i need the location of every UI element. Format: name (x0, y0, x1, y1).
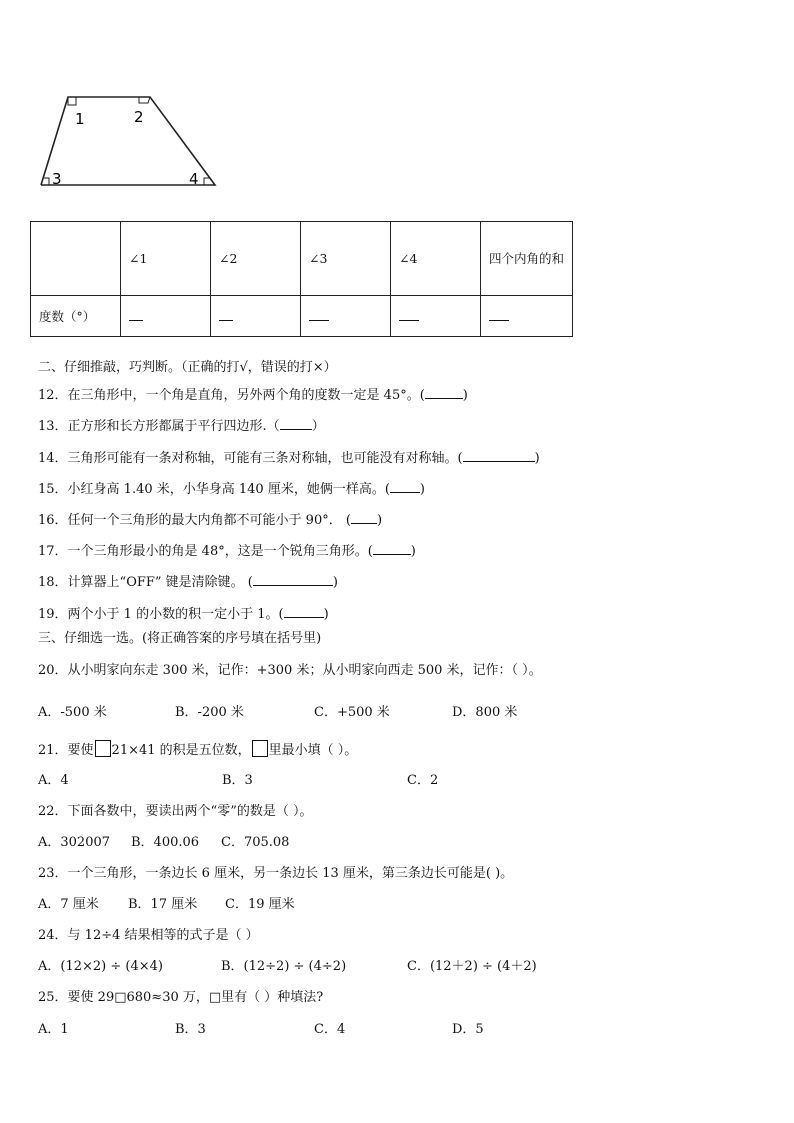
option-21-c[interactable]: C．2 (407, 773, 439, 788)
option-22-c[interactable]: C．705.08 (221, 835, 290, 850)
option-24-b[interactable]: B．(12÷2) ÷ (4÷2) (221, 959, 347, 974)
answer-blank-16[interactable] (351, 511, 377, 524)
question-18: 18．计算器上“OFF” 键是清除键。 ( ) (38, 575, 338, 590)
question-13: 13．正方形和长方形都属于平行四边形.（ ） (38, 419, 325, 434)
angle-label-3: 3 (52, 170, 62, 188)
header-angle-2: ∠2 (211, 222, 301, 296)
option-20-b[interactable]: B．-200 米 (175, 705, 244, 720)
option-21-a[interactable]: A．4 (38, 773, 69, 788)
option-20-a[interactable]: A．-500 米 (38, 705, 107, 720)
question-15: 15．小红身高 1.40 米，小华身高 140 厘米，她俩一样高。( ) (38, 482, 425, 497)
header-angle-4: ∠4 (391, 222, 481, 296)
angle-label-4: 4 (189, 170, 199, 188)
answer-blank-12[interactable] (425, 386, 463, 399)
option-24-c[interactable]: C．(12＋2) ÷ (4＋2) (407, 959, 537, 974)
question-12: 12．在三角形中，一个角是直角，另外两个角的度数一定是 45°。( ) (38, 388, 468, 403)
header-angle-3: ∠3 (301, 222, 391, 296)
answer-blank-angle-sum[interactable] (481, 296, 573, 337)
question-25: 25．要使 29□680≈30 万，□里有（ ）种填法? (38, 990, 324, 1005)
option-25-b[interactable]: B．3 (175, 1022, 206, 1037)
option-22-b[interactable]: B．400.06 (131, 835, 200, 850)
table-row (31, 296, 573, 337)
option-21-b[interactable]: B．3 (222, 773, 253, 788)
question-16: 16．任何一个三角形的最大内角都不可能小于 90°． ( ) (38, 513, 383, 528)
answer-blank-angle-3[interactable] (301, 296, 391, 337)
option-20-c[interactable]: C．+500 米 (314, 705, 390, 720)
option-20-d[interactable]: D．800 米 (452, 705, 518, 720)
blank-box (252, 740, 268, 757)
answer-blank-13[interactable] (280, 417, 312, 430)
question-19: 19．两个小于 1 的小数的积一定小于 1。( ) (38, 607, 329, 622)
question-14: 14．三角形可能有一条对称轴，可能有三条对称轴，也可能没有对称轴。( ) (38, 451, 540, 466)
option-23-a[interactable]: A．7 厘米 (38, 897, 99, 912)
answer-blank-angle-2[interactable] (211, 296, 301, 337)
option-25-d[interactable]: D．5 (452, 1022, 484, 1037)
angle-label-2: 2 (134, 108, 144, 126)
option-23-c[interactable]: C．19 厘米 (225, 897, 295, 912)
answer-blank-angle-1[interactable] (121, 296, 211, 337)
answer-blank-17[interactable] (373, 542, 411, 555)
angle-label-1: 1 (75, 110, 85, 128)
header-angle-sum: 四个内角的和 (481, 222, 573, 296)
question-20: 20．从小明家向东走 300 米，记作：+300 米；从小明家向西走 500 米，记作：（ ）。 (38, 663, 542, 678)
question-24: 24．与 12÷4 结果相等的式子是（ ） (38, 928, 259, 943)
section-3-title: 三、仔细选一选。(将正确答案的序号填在括号里) (38, 631, 322, 646)
answer-blank-19[interactable] (284, 605, 324, 618)
answer-blank-18[interactable] (253, 573, 333, 586)
row-label-degrees: 度数（°） (31, 296, 121, 337)
answer-blank-angle-4[interactable] (391, 296, 481, 337)
table-header-row (31, 222, 573, 296)
question-22: 22．下面各数中，要读出两个“零”的数是（ ）。 (38, 804, 313, 819)
option-22-a[interactable]: A．302007 (38, 835, 111, 850)
question-23: 23．一个三角形，一条边长 6 厘米，另一条边长 13 厘米，第三条边长可能是( )。 (38, 866, 514, 881)
trapezoid-figure (38, 92, 223, 192)
answer-blank-14[interactable] (463, 449, 535, 462)
table-corner-cell (31, 222, 121, 296)
question-21: 21．要使 21×41 的积是五位数， 里最小填（ ）。 (38, 740, 357, 760)
option-25-a[interactable]: A．1 (38, 1022, 69, 1037)
question-17: 17．一个三角形最小的角是 48°，这是一个锐角三角形。( ) (38, 544, 416, 559)
blank-box[interactable] (95, 740, 111, 757)
option-25-c[interactable]: C．4 (314, 1022, 346, 1037)
header-angle-1: ∠1 (121, 222, 211, 296)
option-23-b[interactable]: B．17 厘米 (128, 897, 198, 912)
angle-degree-table (30, 221, 573, 337)
section-2-title: 二、仔细推敲，巧判断。（正确的打√，错误的打×） (38, 360, 337, 375)
option-24-a[interactable]: A．(12×2) ÷ (4×4) (38, 959, 163, 974)
answer-blank-15[interactable] (390, 480, 420, 493)
